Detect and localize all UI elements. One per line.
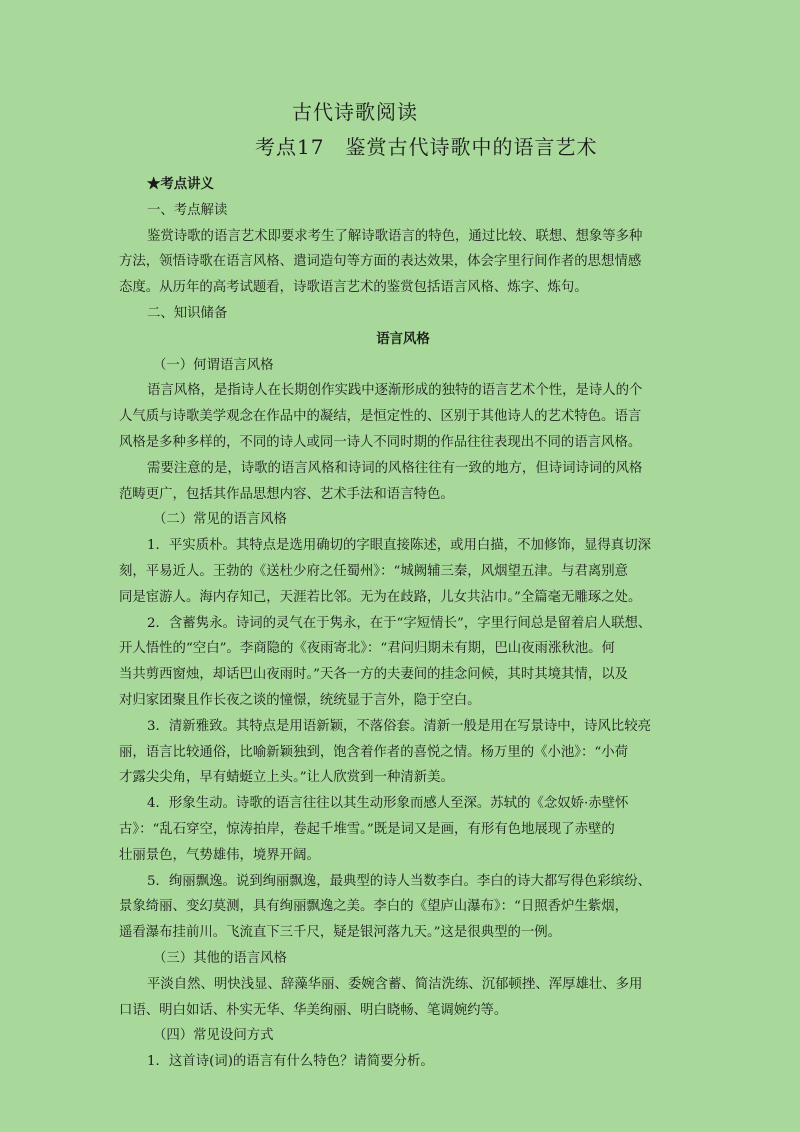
section-header: ★考点讲义 (147, 176, 214, 192)
heading-language-style: 语言风格 (376, 330, 430, 347)
subheading-3: （三）其他的语言风格 (153, 950, 287, 966)
subheading-4: （四）常见设问方式 (153, 1028, 274, 1044)
paragraph-style-3: 3．清新雅致。其特点是用语新颖，不落俗套。清新一般是用在写景诗中，诗风比较亮 丽，语言比较通俗，比喻新颖独到，饱含着作者的喜悦之情。杨万里的《小池》：“小荷 才露尖尖角，早有蜻蜓立上头。”让人欣赏到一种清新美。 (119, 718, 651, 786)
paragraph-style-2: 2．含蓄隽永。诗词的灵气在于隽永，在于“字短情长”，字里行间总是留着启人联想、 开人悟性的“空白”。李商隐的《夜雨寄北》：“君问归期未有期，巴山夜雨涨秋池。何 当共剪西窗烛，却话巴山夜雨时。”天各一方的夫妻间的挂念问候，其时其境其情，以及 对归家团聚且作长夜之谈的憧憬，统统显于言外，隐于空白。 (119, 615, 652, 708)
document-body (119, 172, 687, 1075)
heading-exam-point: 一、考点解读 (147, 202, 228, 218)
paragraph-other-styles: 平淡自然、明快浅显、辞藻华丽、委婉含蓄、简洁洗练、沉郁顿挫、浑厚雄壮、多用 口语、明白如话、朴实无华、华美绚丽、明白晓畅、笔调婉约等。 (119, 976, 643, 1018)
document-title: 古代诗歌阅读 (292, 100, 418, 124)
subheading-1: （一）何谓语言风格 (153, 357, 274, 373)
document-subtitle: 考点17 鉴赏古代诗歌中的语言艺术 (255, 135, 598, 159)
paragraph-note: 需要注意的是，诗歌的语言风格和诗词的风格往往有一致的地方，但诗词诗词的风格 范畴更广，包括其作品思想内容、艺术手法和语言特色。 (119, 460, 643, 502)
question-1: 1．这首诗(词)的语言有什么特色？请简要分析。 (147, 1054, 434, 1070)
paragraph-style-1: 1．平实质朴。其特点是选用确切的字眼直接陈述，或用白描，不加修饰，显得真切深 刻，平易近人。王勃的《送杜少府之任蜀州》：“城阙辅三秦，风烟望五津。与君离别意 同是宦游人。海内存知己，天涯若比邻。无为在歧路，儿女共沾巾。”全篇毫无雕琢之处。 (119, 538, 651, 605)
heading-knowledge: 二、知识储备 (147, 305, 228, 321)
subheading-2: （二）常见的语言风格 (153, 512, 287, 528)
paragraph-intro: 鉴赏诗歌的语言艺术即要求考生了解诗歌语言的特色，通过比较、联想、想象等多种 方法，领悟诗歌在语言风格、遣词造句等方面的表达效果，体会字里行间作者的思想情感 态度。从历年的高考试题看，诗歌语言艺术的鉴赏包括语言风格、炼字、炼句。 (119, 228, 643, 296)
paragraph-definition: 语言风格，是指诗人在长期创作实践中逐渐形成的独特的语言艺术个性，是诗人的个 人气质与诗歌美学观念在作品中的凝结，是恒定性的、区别于其他诗人的艺术特色。语言 风格是多种多样的，不同的诗人或同一诗人不同时期的作品往往表现出不同的语言风格。 (119, 383, 643, 450)
paragraph-style-5: 5．绚丽飘逸。说到绚丽飘逸，最典型的诗人当数李白。李白的诗大都写得色彩缤纷、 景象绮丽、变幻莫测，具有绚丽飘逸之美。李白的《望庐山瀑布》：“日照香炉生紫烟， 遥看瀑布挂前川。飞流直下三千尺，疑是银河落九天。”这是很典型的一例。 (119, 873, 651, 941)
paragraph-style-4: 4．形象生动。诗歌的语言往往以其生动形象而感人至深。苏轼的《念奴娇·赤壁怀 古》：“乱石穿空，惊涛拍岸，卷起千堆雪。”既是词又是画，有形有色地展现了赤壁的 壮丽景色，气势雄伟，境界开阔。 (119, 796, 629, 863)
